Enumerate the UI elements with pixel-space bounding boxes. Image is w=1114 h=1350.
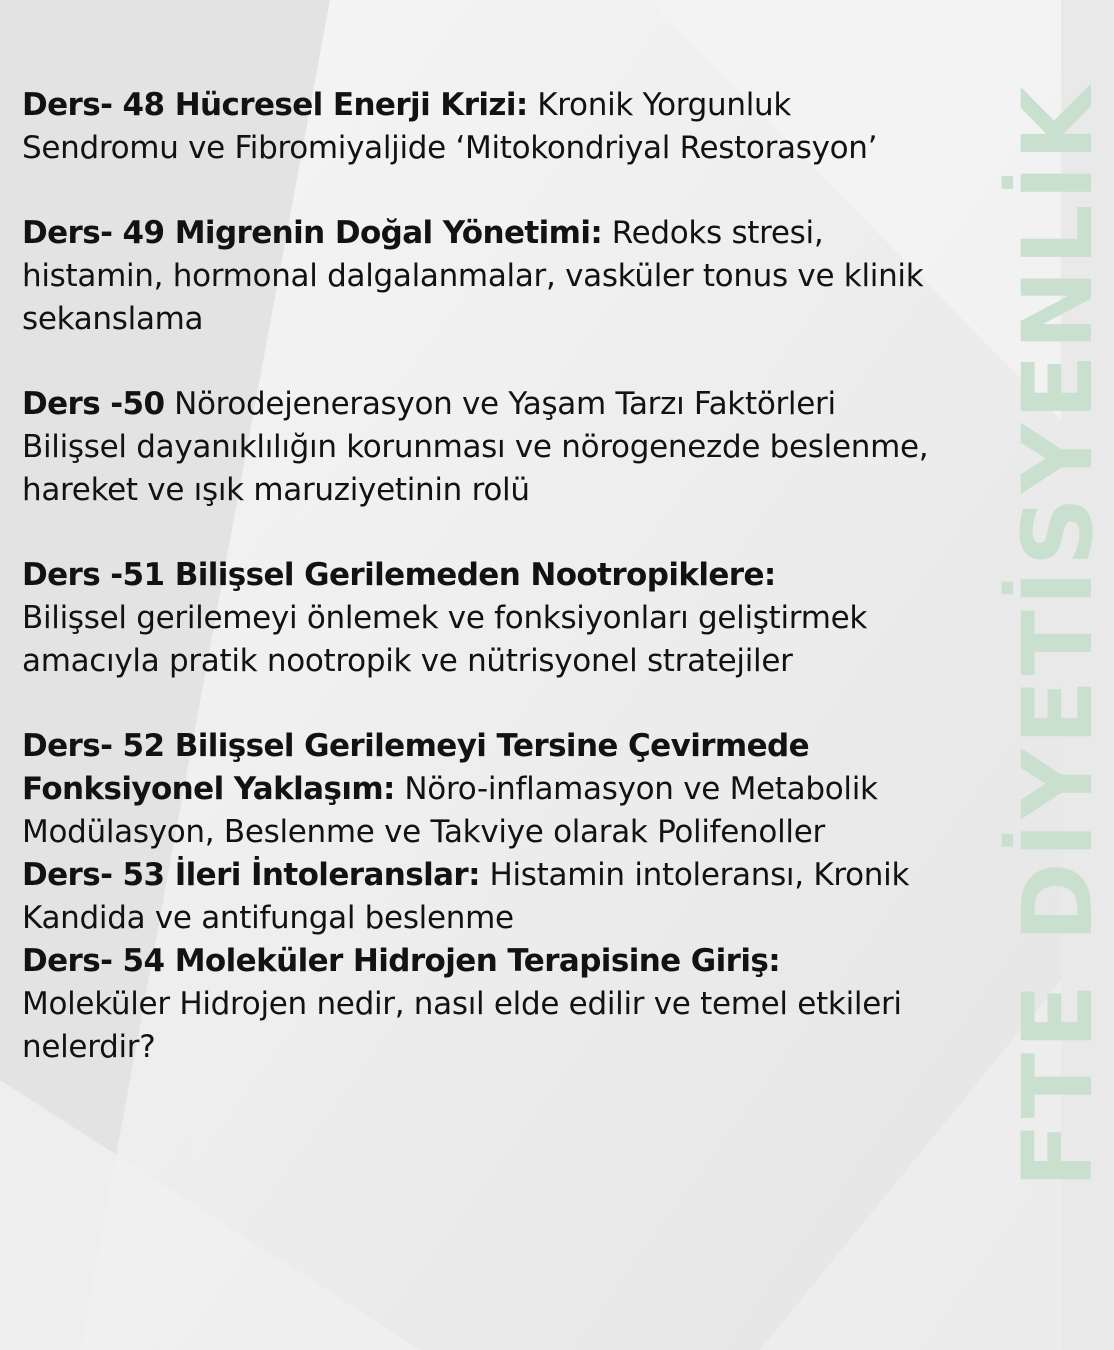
- lesson-title: Ders- 54 Moleküler Hidrojen Terapisine Giriş:: [22, 943, 781, 979]
- lesson-52: [22, 725, 942, 854]
- lesson-title: Ders- 52 Bilişsel Gerilemeyi Tersine Çevirmede Fonksiyonel Yaklaşım:: [22, 728, 810, 807]
- lesson-description: Redoks stresi, histamin, hormonal dalgalanmalar, vasküler tonus ve klinik sekanslama: [22, 215, 924, 337]
- lesson-49: [22, 212, 942, 341]
- lesson-title: Ders -50: [22, 386, 165, 422]
- lesson-detail: Bilişsel dayanıklılığın korunması ve nörogenezde beslenme, hareket ve ışık maruziyetinin rolü: [22, 429, 929, 508]
- lesson-48: [22, 84, 942, 170]
- lesson-title: Ders- 48 Hücresel Enerji Krizi:: [22, 87, 528, 123]
- lesson-description: Histamin intoleransı, Kronik Kandida ve antifungal beslenme: [22, 857, 910, 936]
- lesson-54: [22, 940, 942, 1069]
- lesson-description: Nöro-inflamasyon ve Metabolik Modülasyon, Beslenme ve Takviye olarak Polifenoller: [22, 771, 878, 850]
- lesson-description: Nörodejenerasyon ve Yaşam Tarzı Faktörleri: [174, 386, 836, 422]
- lesson-title: Ders- 49 Migrenin Doğal Yönetimi:: [22, 215, 603, 251]
- brand-watermark: FTE DİYETİSYENLİK: [1002, 82, 1114, 1188]
- lesson-title: Ders- 53 İleri İntoleranslar:: [22, 857, 480, 893]
- lesson-53: [22, 854, 942, 940]
- lesson-51: [22, 554, 942, 683]
- lesson-detail: Moleküler Hidrojen nedir, nasıl elde edilir ve temel etkileri nelerdir?: [22, 986, 902, 1065]
- lesson-list: [22, 84, 942, 1069]
- lesson-title: Ders -51 Bilişsel Gerilemeden Nootropiklere:: [22, 557, 776, 593]
- lesson-description: Kronik Yorgunluk Sendromu ve Fibromiyaljide ‘Mitokondriyal Restorasyon’: [22, 87, 878, 166]
- lesson-50: [22, 383, 942, 512]
- lesson-detail: Bilişsel gerilemeyi önlemek ve fonksiyonları geliştirmek amacıyla pratik nootropik ve nütrisyonel stratejiler: [22, 600, 868, 679]
